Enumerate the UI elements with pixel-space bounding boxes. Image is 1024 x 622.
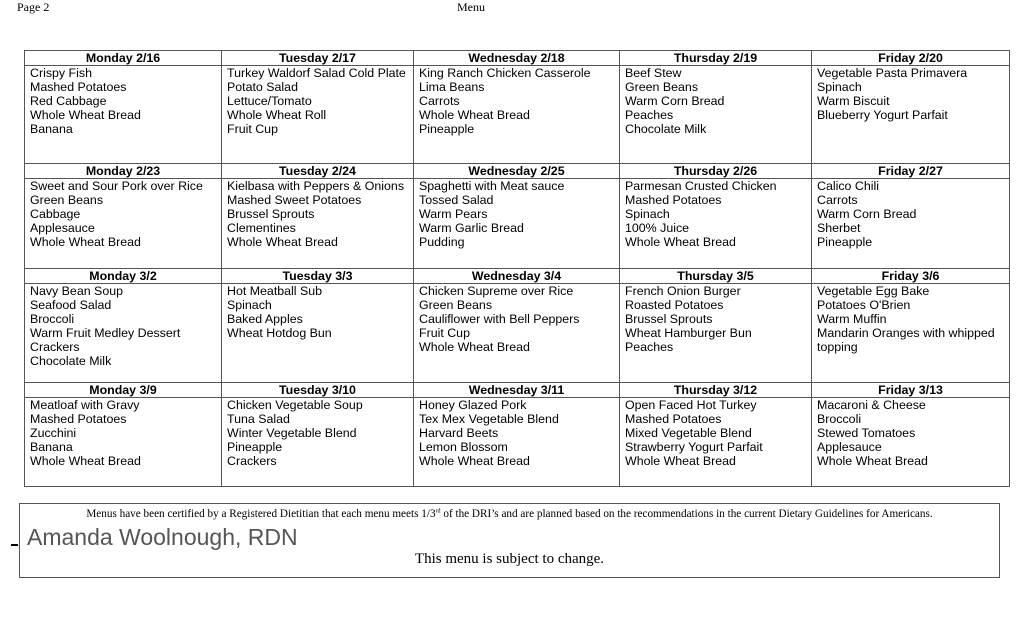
menu-item: Whole Wheat Bread <box>227 235 338 250</box>
day-menu-cell <box>414 179 620 269</box>
menu-item: Meatloaf with Gravy <box>30 398 140 412</box>
menu-item: Mashed Potatoes <box>30 80 127 95</box>
menu-item: Brussel Sprouts <box>625 312 713 327</box>
menu-item: Whole Wheat Bread <box>30 235 141 250</box>
day-header: Wednesday 3/4 <box>414 269 620 284</box>
week-menu-row <box>25 284 1010 383</box>
menu-item: Navy Bean Soup <box>30 284 123 298</box>
document-title: Menu <box>457 0 485 14</box>
menu-item: Sherbet <box>817 221 861 236</box>
note-text-start: Menus have been certified by a Registered Dietitian that each menu meets 1/3 <box>86 508 436 520</box>
menu-item: Blueberry Yogurt Parfait <box>817 108 948 123</box>
menu-item: Warm Corn Bread <box>625 94 725 109</box>
menu-item: Wheat Hamburger Bun <box>625 326 752 341</box>
menu-item: Chicken Vegetable Soup <box>227 398 363 412</box>
menu-item: Fruit Cup <box>419 326 470 341</box>
menu-item: Chocolate Milk <box>625 122 707 137</box>
menu-item: Vegetable Egg Bake <box>817 284 930 298</box>
menu-item: Applesauce <box>30 221 95 236</box>
day-menu-cell <box>222 398 414 487</box>
page-number: Page 2 <box>17 0 50 14</box>
menu-item: Red Cabbage <box>30 94 107 109</box>
day-header: Monday 2/16 <box>25 51 222 66</box>
day-menu-cell <box>812 179 1010 269</box>
day-header: Wednesday 3/11 <box>414 383 620 398</box>
menu-item: Whole Wheat Bread <box>625 454 736 469</box>
menu-item: Tuna Salad <box>227 412 290 427</box>
menu-item: 100% Juice <box>625 221 690 236</box>
week-menu-row <box>25 66 1010 164</box>
menu-item: Whole Wheat Bread <box>625 235 736 250</box>
menu-item: Tossed Salad <box>419 193 494 208</box>
menu-item: Beef Stew <box>625 66 682 80</box>
note-text-end: of the DRI’s and are planned based on the recommendations in the current Dietary Guidelines for Americans. <box>440 508 933 520</box>
day-header: Friday 2/27 <box>812 164 1010 179</box>
menu-item: Lettuce/Tomato <box>227 94 312 109</box>
menu-item: Warm Pears <box>419 207 488 222</box>
day-header: Monday 3/9 <box>25 383 222 398</box>
day-menu-cell <box>25 179 222 269</box>
menu-item: Whole Wheat Bread <box>30 108 141 123</box>
menu-table <box>24 50 1010 487</box>
menu-item: Pineapple <box>227 440 283 455</box>
day-menu-cell <box>25 398 222 487</box>
menu-item: Honey Glazed Pork <box>419 398 527 412</box>
menu-item: Calico Chili <box>817 179 879 193</box>
menu-item: Brussel Sprouts <box>227 207 315 222</box>
menu-item: Crackers <box>30 340 80 355</box>
menu-item: Chicken Supreme over Rice <box>419 284 574 298</box>
day-menu-cell <box>812 66 1010 164</box>
menu-item: Crispy Fish <box>30 66 92 80</box>
menu-item: Pineapple <box>419 122 475 137</box>
menu-item: Lima Beans <box>419 80 485 95</box>
menu-item: Mashed Potatoes <box>30 412 127 427</box>
day-menu-cell <box>620 66 812 164</box>
day-menu-cell <box>414 398 620 487</box>
menu-item: Mashed Potatoes <box>625 193 722 208</box>
menu-item: Kielbasa with Peppers & Onions <box>227 179 405 193</box>
menu-item: Hot Meatball Sub <box>227 284 323 298</box>
menu-item: Peaches <box>625 340 674 355</box>
menu-item: Warm Muffin <box>817 312 887 327</box>
change-notice: This menu is subject to change. <box>414 551 605 567</box>
menu-item: Sweet and Sour Pork over Rice <box>30 179 203 193</box>
menu-item: Whole Wheat Bread <box>419 454 530 469</box>
day-menu-cell <box>414 284 620 383</box>
day-header: Tuesday 2/24 <box>222 164 414 179</box>
menu-item: Seafood Salad <box>30 298 112 313</box>
menu-item: Winter Vegetable Blend <box>227 426 357 441</box>
menu-item: Warm Garlic Bread <box>419 221 524 236</box>
day-header: Monday 2/23 <box>25 164 222 179</box>
day-header: Monday 3/2 <box>25 269 222 284</box>
menu-item: Whole Wheat Bread <box>30 454 141 469</box>
menu-item: Green Beans <box>30 193 104 208</box>
menu-item: Potatoes O'Brien <box>817 298 911 313</box>
menu-item: Stewed Tomatoes <box>817 426 916 441</box>
menu-item: Banana <box>30 122 73 137</box>
day-header: Wednesday 2/18 <box>414 51 620 66</box>
menu-item: Warm Biscuit <box>817 94 890 109</box>
menu-item: Spaghetti with Meat sauce <box>419 179 565 193</box>
day-menu-cell <box>620 179 812 269</box>
day-header: Tuesday 3/10 <box>222 383 414 398</box>
week-menu-row <box>25 398 1010 487</box>
week-header-row <box>25 164 1010 179</box>
day-menu-cell <box>222 284 414 383</box>
menu-item: Spinach <box>817 80 862 95</box>
menu-item: Pudding <box>419 235 465 250</box>
day-header: Friday 2/20 <box>812 51 1010 66</box>
menu-item: Chocolate Milk <box>30 354 112 369</box>
menu-item: Applesauce <box>817 440 882 455</box>
certification-note <box>20 508 999 520</box>
day-header: Friday 3/13 <box>812 383 1010 398</box>
menu-item: Whole Wheat Roll <box>227 108 327 123</box>
menu-item: Baked Apples <box>227 312 303 327</box>
day-menu-cell <box>222 179 414 269</box>
day-header: Friday 3/6 <box>812 269 1010 284</box>
menu-item: Spinach <box>227 298 272 313</box>
menu-item: French Onion Burger <box>625 284 741 298</box>
menu-item: Vegetable Pasta Primavera <box>817 66 968 80</box>
menu-item: Cauliflower with Bell Peppers <box>419 312 580 327</box>
menu-item: Roasted Potatoes <box>625 298 724 313</box>
day-header: Tuesday 2/17 <box>222 51 414 66</box>
menu-item: Whole Wheat Bread <box>419 340 530 355</box>
menu-item: Clementines <box>227 221 296 236</box>
week-header-row <box>25 383 1010 398</box>
day-header: Thursday 3/5 <box>620 269 812 284</box>
menu-item: Crackers <box>227 454 277 469</box>
signature-dash <box>11 544 18 546</box>
menu-item: Potato Salad <box>227 80 298 95</box>
menu-item: Tex Mex Vegetable Blend <box>419 412 559 427</box>
menu-item: Peaches <box>625 108 674 123</box>
menu-item: Zucchini <box>30 426 77 441</box>
menu-item: Banana <box>30 440 73 455</box>
menu-item: Open Faced Hot Turkey <box>625 398 757 412</box>
menu-item: Mandarin Oranges with whipped topping <box>817 326 995 355</box>
menu-item: Broccoli <box>30 312 75 327</box>
day-menu-cell <box>222 66 414 164</box>
week-header-row <box>25 269 1010 284</box>
menu-item: King Ranch Chicken Casserole <box>419 66 591 80</box>
menu-item: Green Beans <box>419 298 493 313</box>
week-header-row <box>25 51 1010 66</box>
menu-item: Spinach <box>625 207 670 222</box>
week-menu-row <box>25 179 1010 269</box>
menu-item: Strawberry Yogurt Parfait <box>625 440 763 455</box>
menu-item: Parmesan Crusted Chicken <box>625 179 777 193</box>
day-menu-cell <box>620 284 812 383</box>
dietitian-signature: Amanda Woolnough, RDN <box>27 524 298 550</box>
day-menu-cell <box>812 398 1010 487</box>
menu-item: Warm Corn Bread <box>817 207 917 222</box>
day-menu-cell <box>25 284 222 383</box>
menu-item: Fruit Cup <box>227 122 278 137</box>
menu-item: Pineapple <box>817 235 873 250</box>
menu-item: Macaroni & Cheese <box>817 398 926 412</box>
day-header: Wednesday 2/25 <box>414 164 620 179</box>
day-header: Tuesday 3/3 <box>222 269 414 284</box>
day-header: Thursday 3/12 <box>620 383 812 398</box>
day-menu-cell <box>620 398 812 487</box>
menu-item: Carrots <box>817 193 858 208</box>
menu-item: Lemon Blossom <box>419 440 508 455</box>
footer-box <box>19 503 1000 578</box>
menu-item: Broccoli <box>817 412 862 427</box>
day-menu-cell <box>414 66 620 164</box>
menu-item: Mashed Potatoes <box>625 412 722 427</box>
menu-item: Warm Fruit Medley Dessert <box>30 326 181 341</box>
menu-item: Mashed Sweet Potatoes <box>227 193 362 208</box>
day-header: Thursday 2/19 <box>620 51 812 66</box>
menu-item: Mixed Vegetable Blend <box>625 426 752 441</box>
day-menu-cell <box>25 66 222 164</box>
day-menu-cell <box>812 284 1010 383</box>
day-header: Thursday 2/26 <box>620 164 812 179</box>
menu-item: Wheat Hotdog Bun <box>227 326 332 341</box>
note-superscript: rd <box>435 508 441 515</box>
menu-item: Harvard Beets <box>419 426 499 441</box>
menu-item: Cabbage <box>30 207 81 222</box>
menu-item: Whole Wheat Bread <box>419 108 530 123</box>
menu-item: Whole Wheat Bread <box>817 454 928 469</box>
menu-item: Carrots <box>419 94 460 109</box>
menu-item: Green Beans <box>625 80 699 95</box>
menu-item: Turkey Waldorf Salad Cold Plate <box>227 66 406 80</box>
